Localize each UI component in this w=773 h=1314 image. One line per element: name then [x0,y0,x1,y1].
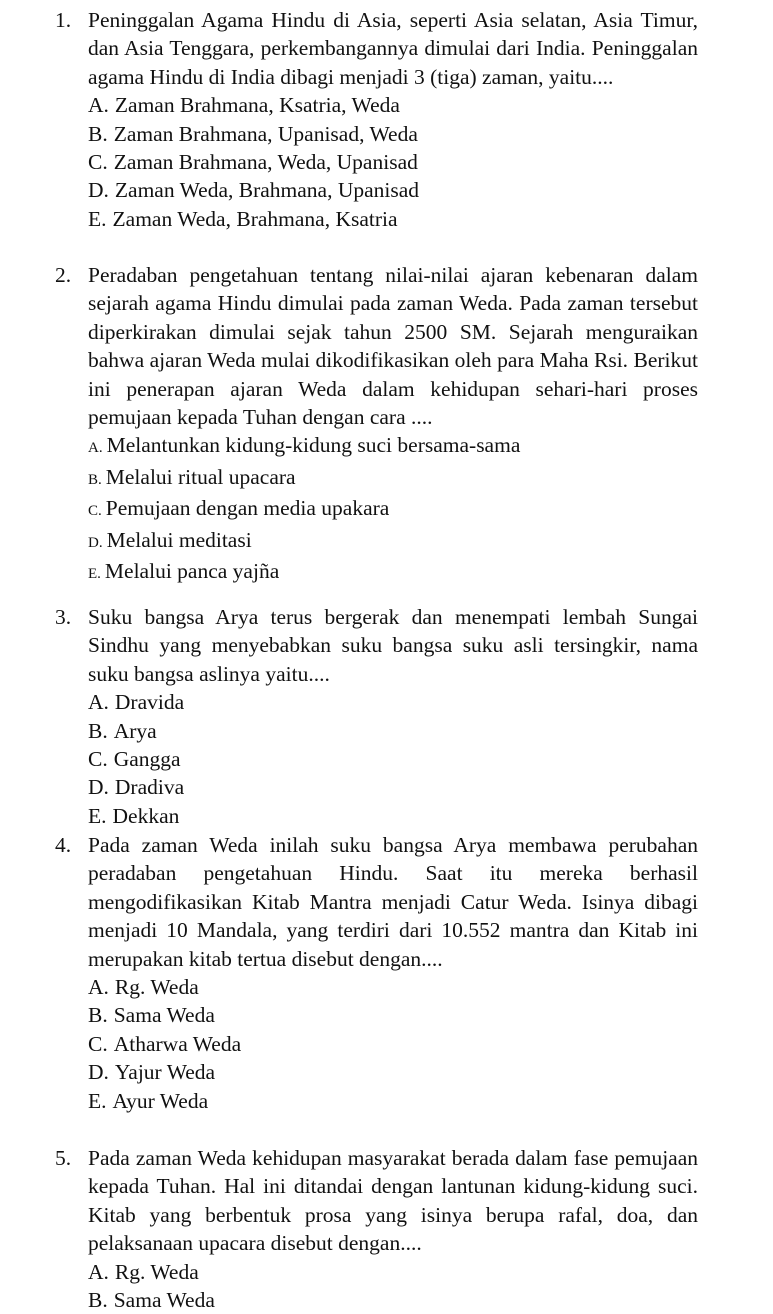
option-b [0,717,698,745]
question-text: Peradaban pengetahuan tentang nilai-nilai ajaran kebenaran dalam sejarah agama Hindu dimulai pada zaman Weda. Pada zaman tersebut diperkirakan dimulai sejak tahun 2500 SM. Sejarah menguraikan bahwa ajaran Weda mulai dikodifikasikan oleh para Maha Rsi. Berikut ini penerapan ajaran Weda dalam kehidupan sehari-hari proses pemujaan kepada Tuhan dengan cara .... [88,263,698,430]
option-text: Atharwa Weda [113,1031,242,1056]
option-e [0,802,698,830]
question-number: 1. [55,8,72,32]
option-letter: B. [88,718,108,743]
option-letter: C. [88,1031,108,1056]
option-e [0,557,698,588]
option-text: Zaman Weda, Brahmana, Ksatria [112,206,398,231]
option-text: Melalui panca yajña [104,559,280,584]
option-d [0,176,698,204]
option-text: Dekkan [112,803,180,828]
option-a [0,91,698,119]
question-number: 2. [55,263,72,287]
question-text: Pada zaman Weda inilah suku bangsa Arya membawa perubahan peradaban pengetahuan Hindu. Saat itu mereka berhasil mengodifikasikan Kitab Mantra menjadi Catur Weda. Isinya dibagi menjadi 10 Mandala, yang terdiri dari 10.552 mantra dan Kitab ini merupakan kitab tertua disebut dengan.... [88,833,698,971]
option-text: Sama Weda [113,1288,215,1313]
option-list [0,973,698,1115]
option-letter: A. [88,93,109,118]
option-letter: D. [88,775,109,800]
option-list [0,431,698,588]
question-text: Pada zaman Weda kehidupan masyarakat berada dalam fase pemujaan kepada Tuhan. Hal ini ditandai dengan lantunan kidung-kidung suci. Kitab yang berbentuk prosa yang isinya berupa rafal, doa, dan pelaksanaan upacara disebut dengan.... [88,1146,698,1256]
option-c [0,148,698,176]
option-e [0,205,698,233]
option-a [0,431,698,462]
question-text: Suku bangsa Arya terus bergerak dan menempati lembah Sungai Sindhu yang menyebabkan suku bangsa suku asli tersingkir, nama suku bangsa aslinya yaitu.... [88,605,698,686]
option-letter: D. [88,534,103,551]
question-1 [0,6,698,233]
option-list [0,1258,698,1314]
option-a [0,688,698,716]
option-d [0,526,698,557]
option-letter: E. [88,566,101,583]
option-e [0,1087,698,1115]
option-list [0,91,698,233]
option-b [0,120,698,148]
option-text: Arya [113,718,157,743]
option-a [0,1258,698,1286]
option-letter: B. [88,471,102,488]
question-number: 5. [55,1146,72,1170]
option-text: Melantunkan kidung-kidung suci bersama-sama [106,433,521,458]
option-a [0,973,698,1001]
option-text: Zaman Brahmana, Weda, Upanisad [113,150,418,175]
option-letter: B. [88,1288,108,1313]
option-letter: B. [88,1003,108,1028]
option-text: Rg. Weda [114,975,199,1000]
option-b [0,1286,698,1314]
option-text: Dravida [114,690,185,715]
option-c [0,1030,698,1058]
option-text: Yajur Weda [114,1060,216,1085]
option-letter: D. [88,1060,109,1085]
option-letter: E. [88,803,107,828]
question-2 [0,261,698,588]
option-text: Ayur Weda [112,1088,209,1113]
option-letter: B. [88,121,108,146]
option-letter: C. [88,747,108,772]
option-text: Pemujaan dengan media upakara [105,496,390,521]
option-text: Zaman Brahmana, Ksatria, Weda [114,93,400,118]
option-letter: C. [88,150,108,175]
option-letter: E. [88,206,107,231]
option-text: Rg. Weda [114,1259,199,1284]
question-5 [0,1144,698,1314]
question-number: 4. [55,833,72,857]
question-3 [0,603,698,830]
option-c [0,745,698,773]
option-letter: E. [88,1088,107,1113]
option-letter: A. [88,975,109,1000]
question-number: 3. [55,605,72,629]
option-text: Melalui ritual upacara [105,464,296,489]
option-list [0,688,698,830]
option-text: Sama Weda [113,1003,215,1028]
option-c [0,494,698,525]
option-d [0,773,698,801]
option-b [0,1001,698,1029]
option-letter: A. [88,690,109,715]
option-text: Zaman Weda, Brahmana, Upanisad [114,178,420,203]
option-letter: A. [88,440,103,457]
option-b [0,463,698,494]
option-letter: C. [88,503,102,520]
option-letter: D. [88,178,109,203]
option-text: Melalui meditasi [106,527,252,552]
option-text: Gangga [113,747,181,772]
option-text: Zaman Brahmana, Upanisad, Weda [113,121,418,146]
question-4 [0,831,698,1115]
option-d [0,1058,698,1086]
option-letter: A. [88,1259,109,1284]
option-text: Dradiva [114,775,185,800]
question-text: Peninggalan Agama Hindu di Asia, seperti Asia selatan, Asia Timur, dan Asia Tenggara, perkembangannya dimulai dari India. Peninggalan agama Hindu di India dibagi menjadi 3 (tiga) zaman, yaitu.... [88,8,698,89]
